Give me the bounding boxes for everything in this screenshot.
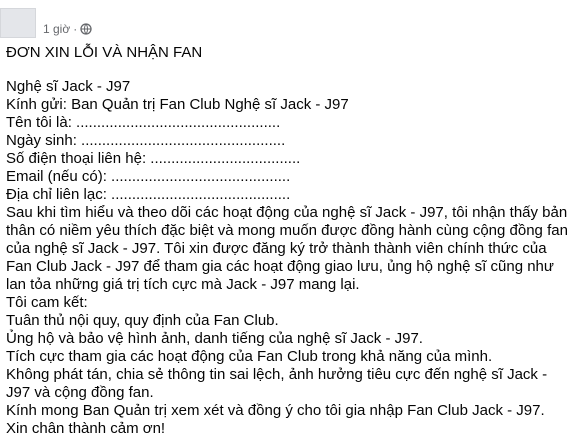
post-line-thanks: Xin chân thành cảm ơn!: [6, 420, 166, 437]
post-line-address: Địa chỉ liên lạc: ...........................................: [6, 186, 291, 203]
post-line-commitment-4: Không phát tán, chia sẻ thông tin sai lệch, ảnh hưởng tiêu cực đến nghệ sĩ Jack - J97 và cộng đồng fan.: [6, 366, 548, 401]
post-line-email: Email (nếu có): ...........................................: [6, 168, 291, 185]
post-line-request: Kính mong Ban Quản trị xem xét và đồng ý cho tôi gia nhập Fan Club Jack - J97.: [6, 402, 545, 419]
avatar[interactable]: [0, 8, 36, 38]
post-line-commitment-2: Ủng hộ và bảo vệ hình ảnh, danh tiếng của nghệ sĩ Jack - J97.: [6, 330, 423, 347]
post-timestamp[interactable]: 1 giờ: [43, 22, 71, 36]
post-header: [0, 0, 577, 40]
meta-separator: ·: [73, 22, 78, 36]
post-line-birthdate: Ngày sinh: .................................................: [6, 132, 286, 149]
post-body: [6, 44, 572, 438]
post-line-name: Tên tôi là: .................................................: [6, 114, 281, 131]
post-line-commitment-heading: Tôi cam kết:: [6, 294, 88, 311]
post-line-artist: Nghệ sĩ Jack - J97: [6, 78, 131, 95]
globe-icon[interactable]: [80, 23, 92, 35]
post-line-commitment-3: Tích cực tham gia các hoạt động của Fan Club trong khả năng của mình.: [6, 348, 493, 365]
post-meta: [43, 22, 92, 36]
post-line-phone: Số điện thoại liên hệ: ....................................: [6, 150, 301, 167]
post-line-recipient: Kính gửi: Ban Quản trị Fan Club Nghệ sĩ Jack - J97: [6, 96, 349, 113]
post-title: ĐƠN XIN LỖI VÀ NHẬN FAN: [6, 44, 203, 61]
post-paragraph-intro: Sau khi tìm hiểu và theo dõi các hoạt động của nghệ sĩ Jack - J97, tôi nhận thấy bản thân có niềm yêu thích đặc biệt và mong muốn được đồng hành cùng cộng đồng fan của nghệ sĩ Jack - J97. Tôi xin được đăng ký trở thành thành viên chính thức của Fan Club Jack - J97 để tham gia các hoạt động giao lưu, ủng hộ nghệ sĩ cũng như lan tỏa những giá trị tích cực mà Jack - J97 mang lại.: [6, 204, 568, 293]
post-line-commitment-1: Tuân thủ nội quy, quy định của Fan Club.: [6, 312, 279, 329]
